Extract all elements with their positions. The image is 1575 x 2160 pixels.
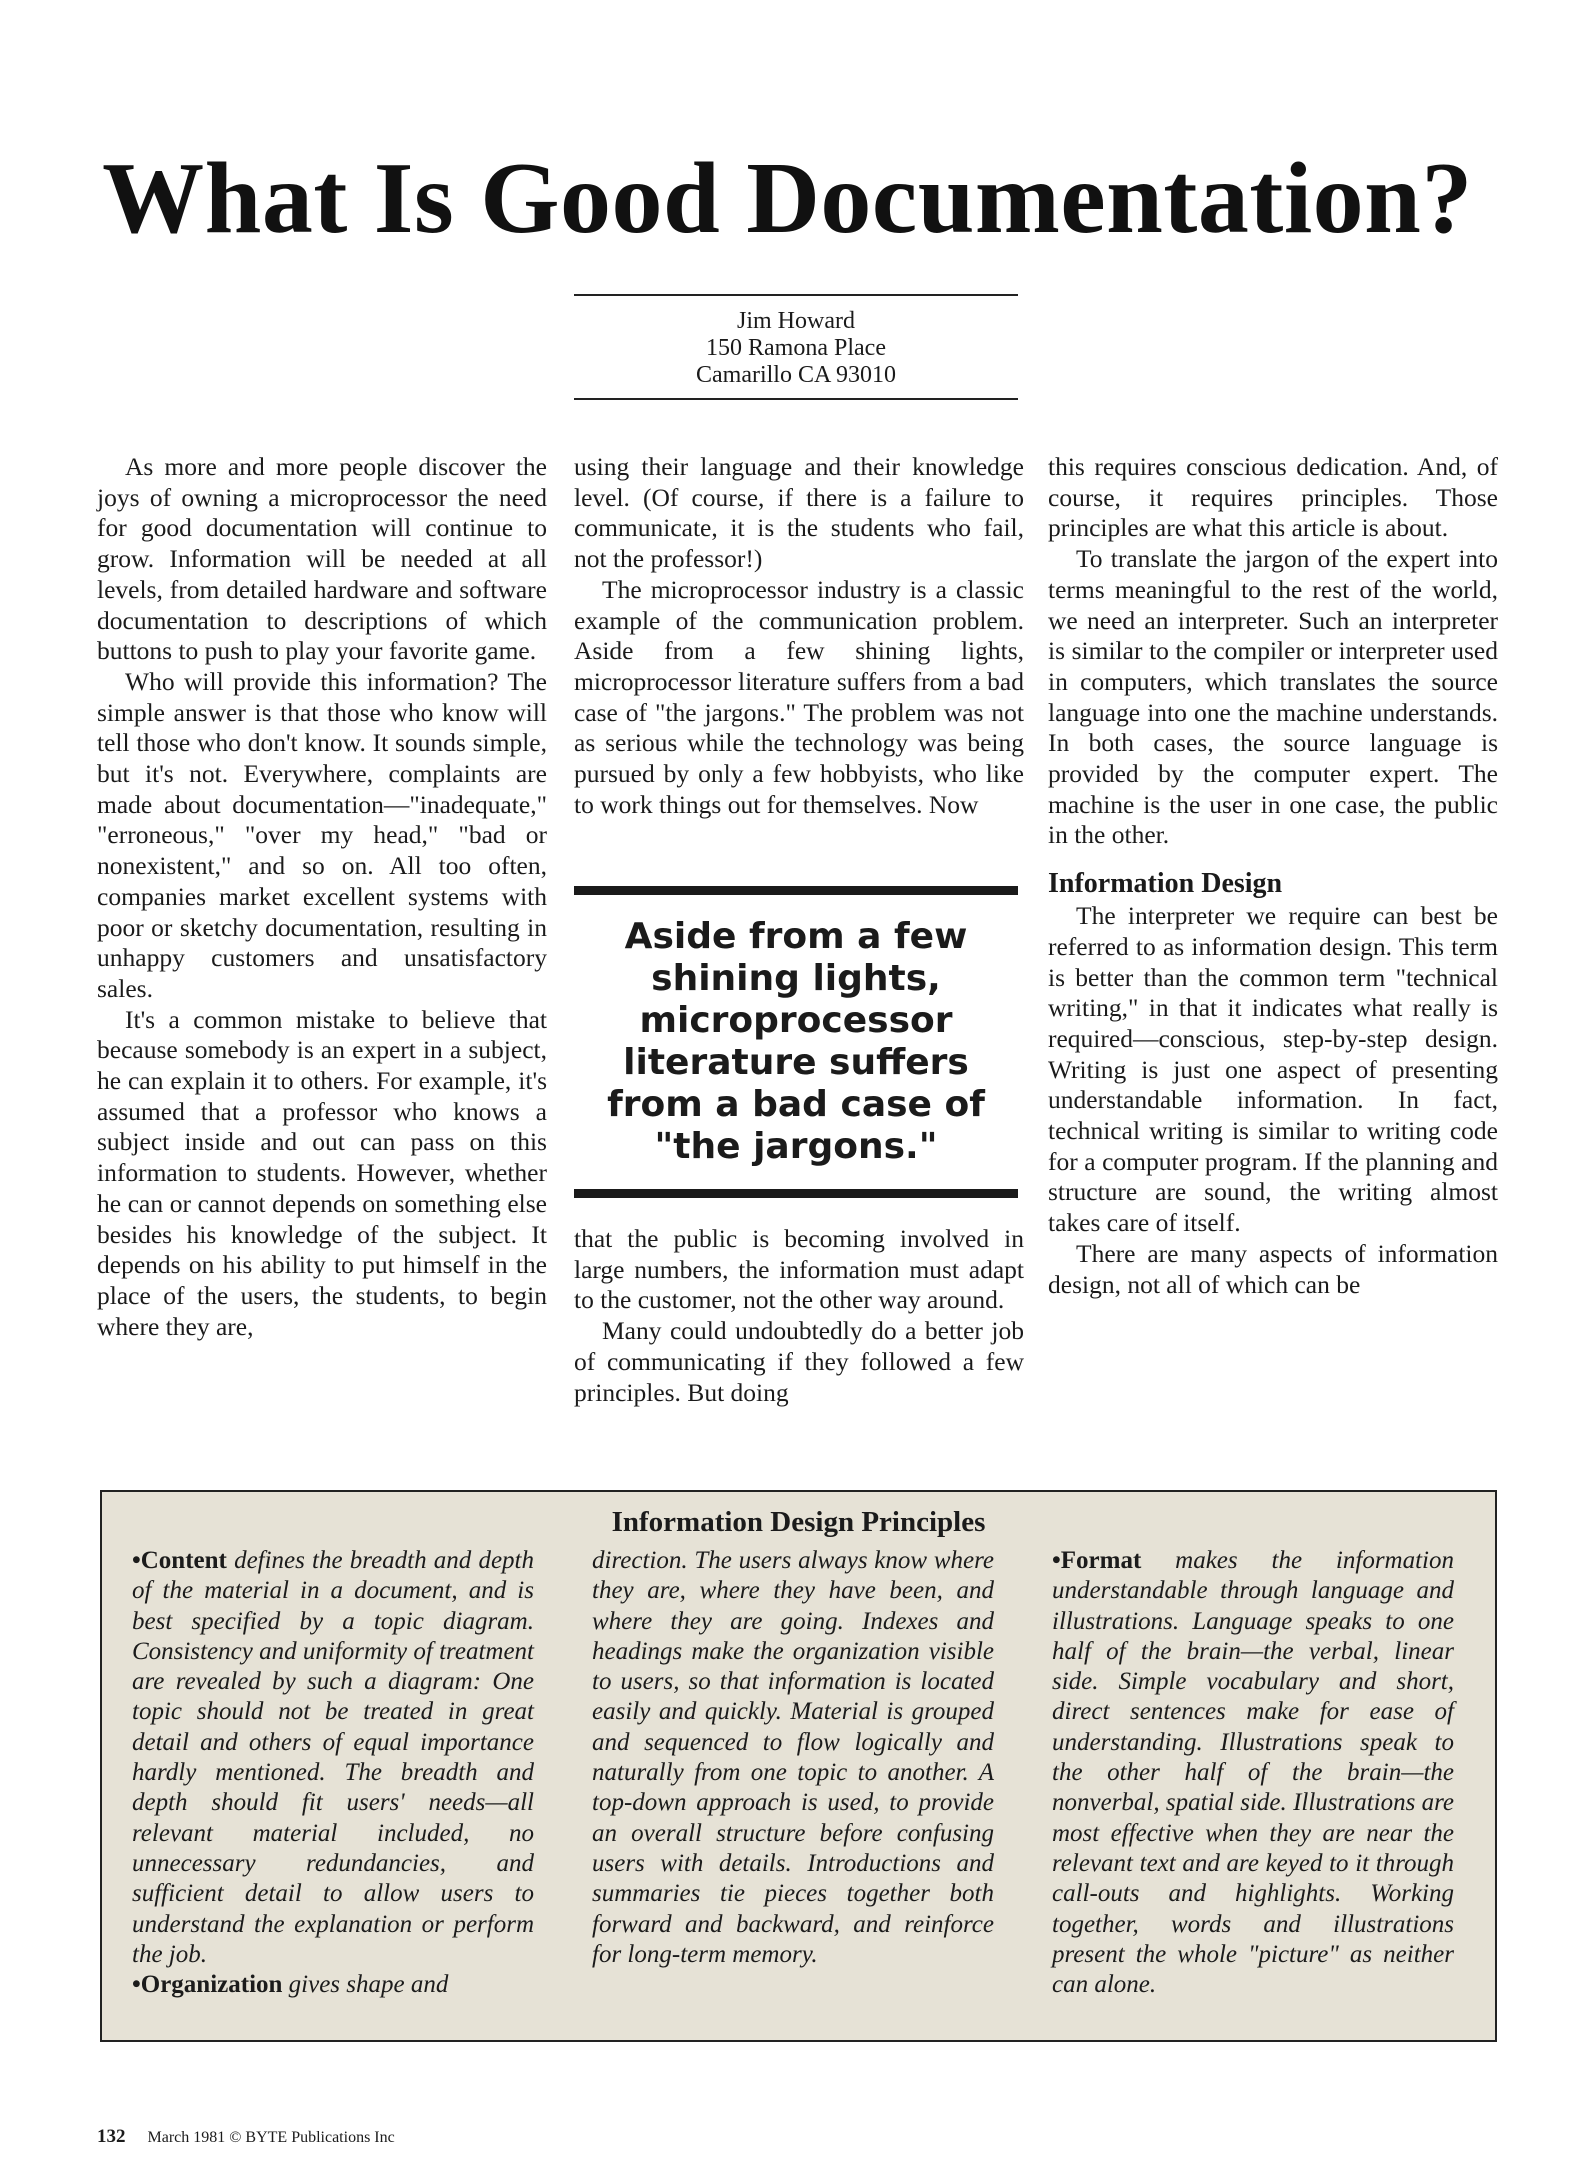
- body-column-3: [1048, 452, 1498, 1300]
- paragraph: As more and more people discover the joys of owning a microprocessor the need for good documentation will continue to grow. Information will be needed at all levels, from detailed hardware and software documentation to descriptions of which buttons to push to play your favorite game.: [97, 452, 547, 666]
- page-footer: [97, 2126, 395, 2148]
- format-principle: [1052, 1546, 1454, 2000]
- content-label: •Content: [132, 1547, 227, 1574]
- organization-continued: direction. The users always know where they are, where they have been, and where they are going. Indexes and headings make the organization visible to users, so that information is located easily and quickly. Material is grouped and sequenced to flow logically and naturally from one topic to another. A top-down approach is used, to provide an overall structure before confusing users with details. Introductions and summaries tie pieces together both forward and backward, and reinforce for long-term memory.: [592, 1547, 994, 1968]
- body-column-1: [97, 452, 547, 1342]
- sidebar-title: Information Design Principles: [611, 1506, 986, 1538]
- paragraph: Who will provide this information? The simple answer is that those who know will tell those who don't know. It sounds simple, but it's not. Everywhere, complaints are made about documentation—"inadequate," "erroneous," "over my head," "bad or nonexistent," and so on. All too often, companies market excellent systems with poor or sketchy documentation, resulting in unhappy customers and unsatisfactory sales.: [97, 666, 547, 1003]
- organization-text: gives shape and: [288, 1971, 449, 1999]
- paragraph: It's a common mistake to believe that because somebody is an expert in a subject, he can explain it to others. For example, it's assumed that a professor who knows a subject inside and out can pass on this information to students. However, whether he can or cannot depends on something else besides his knowledge of the subject. It depends on his ability to put himself in the place of the users, the students, to begin where they are,: [97, 1004, 547, 1341]
- issue-line: March 1981 © BYTE Publications Inc: [147, 2129, 395, 2146]
- author-city: Camarillo CA 93010: [696, 362, 896, 388]
- article-title: What Is Good Documentation?: [102, 142, 1473, 255]
- organization-label: •Organization: [132, 1971, 283, 1999]
- paragraph: using their language and their knowledge level. (Of course, if there is a failure to communicate, it is the students who fail, not the professor!): [574, 452, 1024, 574]
- author-name: Jim Howard: [737, 308, 855, 334]
- paragraph: The interpreter we require can best be referred to as information design. This term is better than the common term "technical writing," in that it indicates what really is required—conscious, step-by-step design. Writing is just one aspect of presenting understandable information. In fact, technical writing is similar to writing code for a computer program. If the planning and structure are sound, the writing almost takes care of itself.: [1048, 901, 1498, 1238]
- paragraph: To translate the jargon of the expert into terms meaningful to the rest of the world, we need an interpreter. Such an interpreter is similar to the compiler or interpreter used in computers, which translates the source language into one the machine understands. In both cases, the source language is provided by the computer expert. The machine is the user in one case, the public in the other.: [1048, 544, 1498, 850]
- format-text: makes the information understandable through language and illustrations. Language speaks to one half of the brain—the verbal, linear side. Simple vocabulary and short, direct sentences make for ease of understanding. Illustrations speak to the other half of the brain—the nonverbal, spatial side. Illustrations are most effective when they are near the relevant text and are keyed to it through call-outs and highlights. Working together, words and illustrations present the whole "picture" as neither can alone.: [1052, 1547, 1454, 1999]
- body-column-2-top: [574, 452, 1024, 820]
- organization-principle: [132, 1970, 534, 2000]
- paragraph: this requires conscious dedication. And, of course, it requires principles. Those principles are what this article is about.: [1048, 452, 1498, 543]
- sidebar-column-1: [132, 1546, 534, 2000]
- paragraph: There are many aspects of information design, not all of which can be: [1048, 1238, 1498, 1299]
- sidebar-column-2: [592, 1546, 994, 1970]
- body-column-2-bottom: [574, 1224, 1024, 1408]
- author-street: 150 Ramona Place: [706, 335, 886, 361]
- principles-sidebar: [100, 1490, 1497, 2042]
- content-principle: [132, 1546, 534, 1970]
- paragraph: The microprocessor industry is a classic example of the communication problem. Aside from a few shining lights, microprocessor literature suffers from a bad case of "the jargons." The problem was not as serious while the technology was being pursued by only a few hobbyists, who like to work things out for themselves. Now: [574, 574, 1024, 819]
- sidebar-column-3: [1052, 1546, 1454, 2000]
- content-text: defines the breadth and depth of the material in a document, and is best specified by a topic diagram. Consistency and uniformity of treatment are revealed by such a diagram: One topic should not be treated in great detail and others of equal importance hardly mentioned. The breadth and depth should fit users' needs—all relevant material included, no unnecessary redundancies, and sufficient detail to allow users to understand the explanation or perform the job.: [132, 1547, 535, 1968]
- section-heading: Information Design: [1048, 868, 1283, 900]
- paragraph: that the public is becoming involved in large numbers, the information must adapt to the customer, not the other way around.: [574, 1224, 1024, 1315]
- author-block: [574, 294, 1018, 400]
- format-label: •Format: [1052, 1547, 1142, 1574]
- paragraph: Many could undoubtedly do a better job of communicating if they followed a few principles. But doing: [574, 1316, 1024, 1407]
- pull-quote: Aside from a few shining lights, microprocessor literature suffers from a bad case of "the jargons.": [574, 886, 1018, 1198]
- page-number: 132: [97, 2126, 126, 2147]
